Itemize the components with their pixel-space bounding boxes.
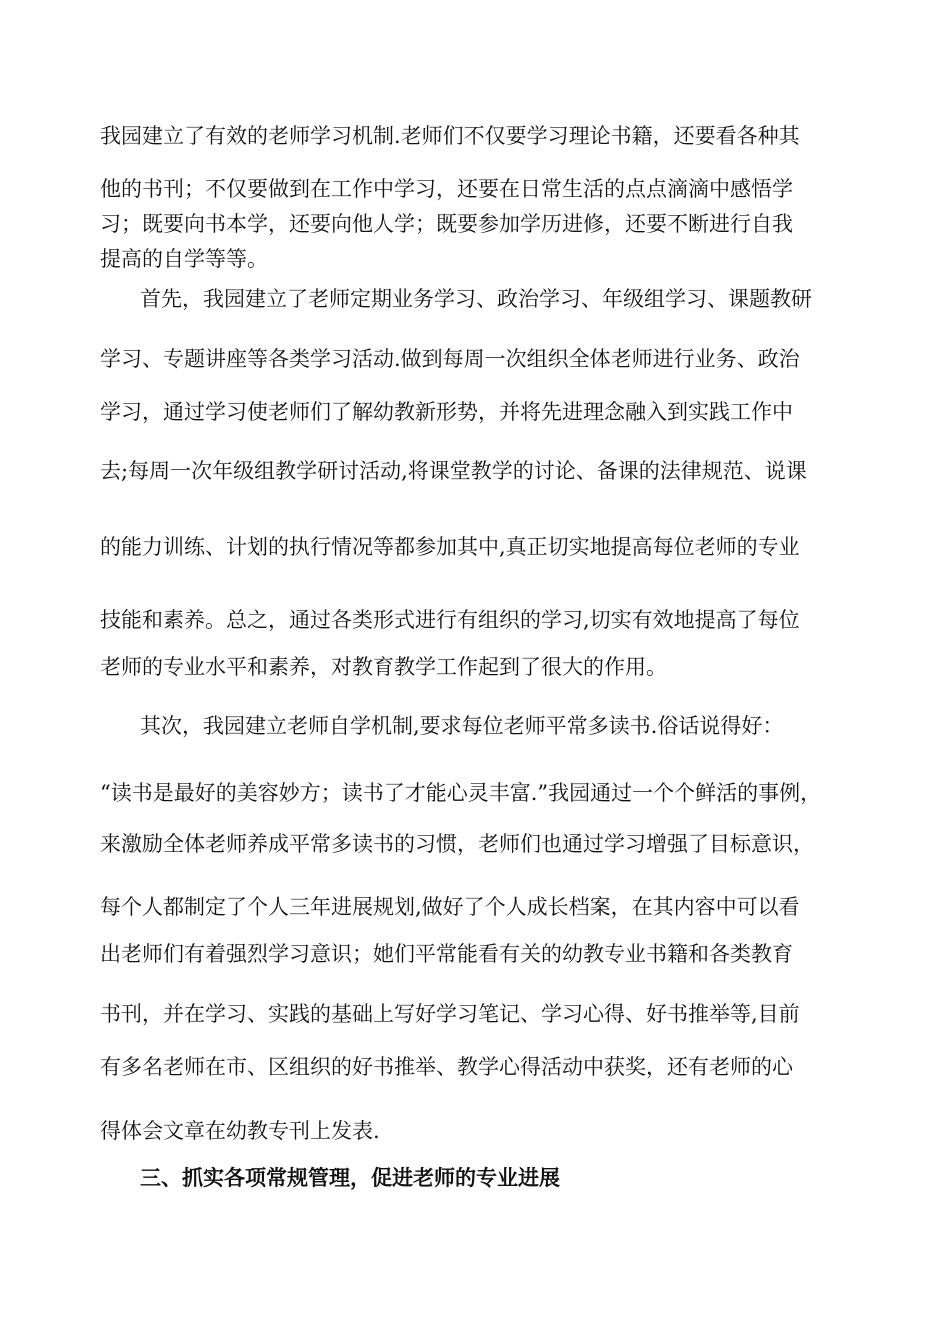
paragraph-line: 去;每周一次年级组教学研讨活动,将课堂教学的讨论、备课的法律规范、说课 [100,459,807,483]
paragraph-line: 老师的专业水平和素养，对教育教学工作起到了很大的作用。 [100,655,667,679]
paragraph-line: 得体会文章在幼教专刊上发表. [100,1119,380,1143]
paragraph-line: 有多名老师在市、区组织的好书推举、教学心得活动中获奖，还有老师的心 [100,1055,793,1079]
paragraph-line: 其次，我园建立老师自学机制,要求每位老师平常多读书.俗话说得好： [140,714,784,738]
paragraph-line: 技能和素养。总之，通过各类形式进行有组织的学习,切实有效地提高了每位 [100,608,800,632]
paragraph-line: 书刊，并在学习、实践的基础上写好学习笔记、学习心得、好书推举等,目前 [100,1002,800,1026]
section-heading: 三、抓实各项常规管理，促进老师的专业进展 [140,1165,560,1190]
paragraph-line: “读书是最好的美容妙方；读书了才能心灵丰富.”我园通过一个个鲜活的事例， [100,781,822,805]
paragraph-line: 学习、专题讲座等各类学习活动.做到每周一次组织全体老师进行业务、政治 [100,347,800,371]
paragraph-line: 出老师们有着强烈学习意识；她们平常能看有关的幼教专业书籍和各类教育 [100,942,793,966]
paragraph-line: 每个人都制定了个人三年进展规划,做好了个人成长档案，在其内容中可以看 [100,895,800,919]
paragraph-line: 习；既要向书本学，还要向他人学；既要参加学历进修，还要不断进行自我 [100,212,793,236]
paragraph-line: 提高的自学等等。 [100,247,268,271]
paragraph-line: 我园建立了有效的老师学习机制.老师们不仅要学习理论书籍，还要看各种其 [100,124,800,148]
paragraph-line: 他的书刊；不仅要做到在工作中学习，还要在日常生活的点点滴滴中感悟学 [100,177,793,201]
paragraph-line: 学习，通过学习使老师们了解幼教新形势，并将先进理念融入到实践工作中 [100,400,793,424]
paragraph-line: 来激励全体老师养成平常多读书的习惯，老师们也通过学习增强了目标意识， [100,832,814,856]
paragraph-line: 的能力训练、计划的执行情况等都参加其中,真正切实地提高每位老师的专业 [100,535,800,559]
paragraph-line: 首先，我园建立了老师定期业务学习、政治学习、年级组学习、课题教研 [140,287,812,311]
